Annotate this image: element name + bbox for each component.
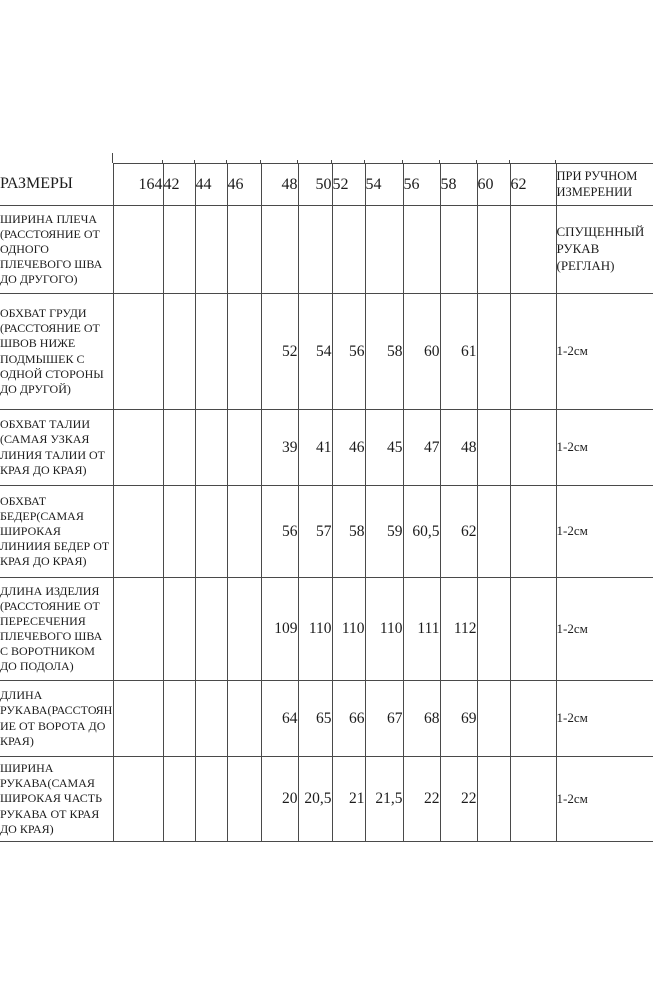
value-cell [261,206,298,294]
value-cell: 21,5 [365,757,403,842]
value-cell: 110 [332,578,365,681]
header-size-cell: 52 [332,164,365,206]
value-cell [227,578,261,681]
value-cell: 20 [261,757,298,842]
table-row [0,578,653,681]
header-size-cell: 46 [227,164,261,206]
value-cell [163,681,195,757]
value-cell [113,681,163,757]
value-cell [163,578,195,681]
value-cell: 59 [365,486,403,578]
value-cell [163,206,195,294]
size-table-head [0,164,653,206]
value-cell [163,757,195,842]
value-cell [163,294,195,410]
header-manual-measure: ПРИ РУЧНОМ ИЗМЕРЕНИИ [556,164,653,206]
value-cell [227,410,261,486]
value-cell: 52 [261,294,298,410]
row-label-cell: ДЛИНА ИЗДЕЛИЯ (РАССТОЯНИЕ ОТ ПЕРЕСЕЧЕНИЯ ПЛЕЧЕВОГО ШВА С ВОРОТНИКОМ ДО ПОДОЛА) [0,578,113,681]
value-cell: 69 [440,681,477,757]
value-cell: 109 [261,578,298,681]
value-cell: 67 [365,681,403,757]
value-cell [477,681,510,757]
note-cell: 1-2см [556,681,653,757]
value-cell: 46 [332,410,365,486]
value-cell: 58 [365,294,403,410]
value-cell: 20,5 [298,757,332,842]
value-cell [510,410,556,486]
value-cell [227,681,261,757]
value-cell: 65 [298,681,332,757]
value-cell [227,757,261,842]
header-size-cell: 50 [298,164,332,206]
header-row [0,164,653,206]
table-row [0,681,653,757]
row-label-cell: ОБХВАТ ТАЛИИ (САМАЯ УЗКАЯ ЛИНИЯ ТАЛИИ ОТ КРАЯ ДО КРАЯ) [0,410,113,486]
value-cell: 48 [440,410,477,486]
header-sizes-label: РАЗМЕРЫ [0,164,113,206]
value-cell: 39 [261,410,298,486]
header-size-cell: 62 [510,164,556,206]
value-cell [332,206,365,294]
value-cell [113,486,163,578]
note-cell: СПУЩЕННЫЙ РУКАВ (РЕГЛАН) [556,206,653,294]
value-cell: 64 [261,681,298,757]
value-cell: 45 [365,410,403,486]
row-label-cell: ДЛИНА РУКАВА(РАССТОЯНИЕ ОТ ВОРОТА ДО КРАЯ) [0,681,113,757]
value-cell [195,681,227,757]
row-label-cell: ОБХВАТ ГРУДИ (РАССТОЯНИЕ ОТ ШВОВ НИЖЕ ПОДМЫШЕК С ОДНОЙ СТОРОНЫ ДО ДРУГОЙ) [0,294,113,410]
value-cell: 110 [298,578,332,681]
value-cell: 57 [298,486,332,578]
value-cell: 22 [403,757,440,842]
header-size-cell: 54 [365,164,403,206]
header-size-cell: 44 [195,164,227,206]
value-cell: 21 [332,757,365,842]
value-cell: 22 [440,757,477,842]
value-cell [195,294,227,410]
header-size-cell: 60 [477,164,510,206]
header-size-cell: 58 [440,164,477,206]
note-cell: 1-2см [556,578,653,681]
value-cell: 112 [440,578,477,681]
value-cell [113,294,163,410]
value-cell [195,757,227,842]
value-cell: 60,5 [403,486,440,578]
header-size-cell: 42 [163,164,195,206]
value-cell [113,757,163,842]
value-cell [510,578,556,681]
value-cell: 60 [403,294,440,410]
value-cell: 111 [403,578,440,681]
value-cell [510,294,556,410]
value-cell [113,206,163,294]
value-cell: 56 [332,294,365,410]
value-cell: 68 [403,681,440,757]
note-cell: 1-2см [556,757,653,842]
crop-stub-line [112,153,113,163]
value-cell: 58 [332,486,365,578]
header-size-cell: 56 [403,164,440,206]
value-cell [195,410,227,486]
value-cell: 61 [440,294,477,410]
row-label-cell: ОБХВАТ БЕДЕР(САМАЯ ШИРОКАЯ ЛИНИИЯ БЕДЕР ОТ КРАЯ ДО КРАЯ) [0,486,113,578]
value-cell [477,578,510,681]
size-table-body [0,206,653,842]
value-cell [195,206,227,294]
note-cell: 1-2см [556,294,653,410]
value-cell [477,410,510,486]
value-cell [510,681,556,757]
value-cell: 41 [298,410,332,486]
row-label-cell: ШИРИНА РУКАВА(САМАЯ ШИРОКАЯ ЧАСТЬ РУКАВА ОТ КРАЯ ДО КРАЯ) [0,757,113,842]
value-cell [227,294,261,410]
value-cell [510,757,556,842]
value-cell: 56 [261,486,298,578]
value-cell [440,206,477,294]
table-row [0,294,653,410]
value-cell: 54 [298,294,332,410]
value-cell: 47 [403,410,440,486]
header-size-cell: 48 [261,164,298,206]
value-cell [227,486,261,578]
value-cell: 62 [440,486,477,578]
row-label-cell: ШИРИНА ПЛЕЧА (РАССТОЯНИЕ ОТ ОДНОГО ПЛЕЧЕВОГО ШВА ДО ДРУГОГО) [0,206,113,294]
table-row [0,486,653,578]
value-cell [477,757,510,842]
value-cell [163,486,195,578]
value-cell [510,486,556,578]
note-cell: 1-2см [556,486,653,578]
value-cell [227,206,261,294]
value-cell [195,486,227,578]
value-cell [365,206,403,294]
value-cell [477,294,510,410]
value-cell [113,410,163,486]
value-cell: 110 [365,578,403,681]
table-row [0,757,653,842]
value-cell [477,206,510,294]
value-cell [403,206,440,294]
value-cell [113,578,163,681]
table-row [0,206,653,294]
value-cell [510,206,556,294]
value-cell: 66 [332,681,365,757]
value-cell [477,486,510,578]
header-size-cell: 164 [113,164,163,206]
value-cell [195,578,227,681]
note-cell: 1-2см [556,410,653,486]
value-cell [298,206,332,294]
table-row [0,410,653,486]
value-cell [163,410,195,486]
size-table [0,163,653,842]
